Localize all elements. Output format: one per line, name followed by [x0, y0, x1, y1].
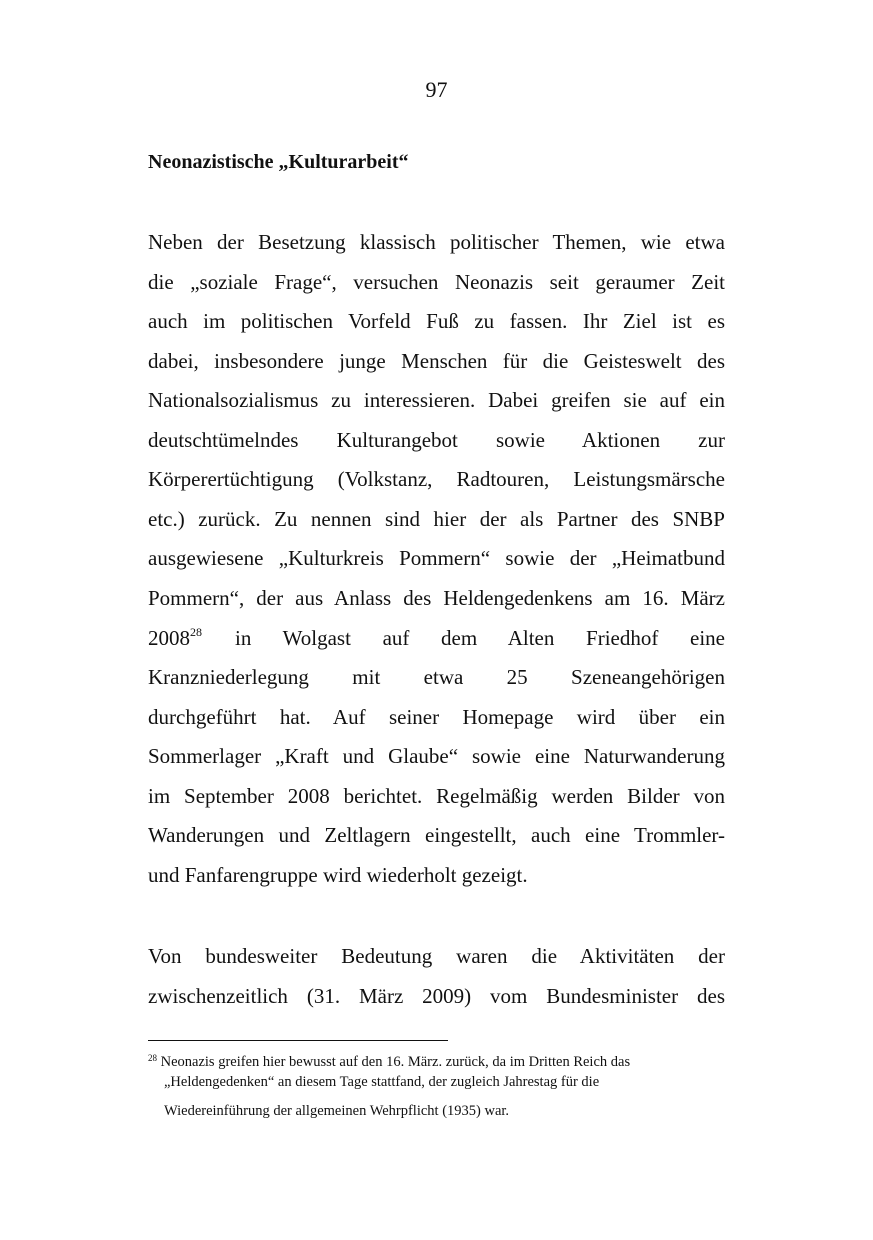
text-line: Körperertüchtigung (Volkstanz, Radtouren, Leistungsmärsche [148, 467, 725, 491]
footnote-line: Wiedereinführung der allgemeinen Wehrpflicht (1935) war. [164, 1103, 510, 1119]
text-line: Kranzniederlegung mit etwa 25 Szeneangehörigen [148, 665, 725, 689]
text-line: etc.) zurück. Zu nennen sind hier der als Partner des SNBP [148, 507, 725, 531]
section-heading: Neonazistische „Kulturarbeit“ [148, 151, 409, 173]
footnote-line [148, 1052, 630, 1072]
footnote-line: „Heldengedenken“ an diesem Tage stattfand, der zugleich Jahrestag für die [164, 1074, 600, 1090]
text-line: Sommerlager „Kraft und Glaube“ sowie eine Naturwanderung [148, 744, 725, 768]
text-line: zwischenzeitlich (31. März 2009) vom Bundesminister des [148, 984, 725, 1008]
page-number: 97 [425, 77, 448, 102]
text-line: durchgeführt hat. Auf seiner Homepage wird über ein [148, 705, 725, 729]
text-line: Nationalsozialismus zu interessieren. Dabei greifen sie auf ein [148, 388, 725, 412]
footnote-reference: 28 [190, 625, 202, 639]
text-line-rest: in Wolgast auf dem Alten Friedhof eine [235, 626, 725, 650]
footnote-number: 28 [148, 1053, 157, 1063]
text-line: Neben der Besetzung klassisch politischer Themen, wie etwa [148, 230, 725, 254]
year-with-footnote [148, 623, 202, 653]
footnote-separator [148, 1040, 448, 1041]
footnote-text: Neonazis greifen hier bewusst auf den 16. März. zurück, da im Dritten Reich das [160, 1054, 631, 1070]
year-text: 2008 [148, 626, 190, 650]
text-line: und Fanfarengruppe wird wiederholt gezeigt. [148, 863, 528, 887]
text-line: Von bundesweiter Bedeutung waren die Aktivitäten der [148, 944, 725, 968]
text-line: im September 2008 berichtet. Regelmäßig werden Bilder von [148, 784, 725, 808]
text-line-with-footnote [148, 623, 725, 653]
text-line: dabei, insbesondere junge Menschen für die Geisteswelt des [148, 349, 725, 373]
text-line: Pommern“, der aus Anlass des Heldengedenkens am 16. März [148, 586, 725, 610]
text-line: die „soziale Frage“, versuchen Neonazis seit geraumer Zeit [148, 270, 725, 294]
text-line: auch im politischen Vorfeld Fuß zu fassen. Ihr Ziel ist es [148, 309, 725, 333]
text-line: ausgewiesene „Kulturkreis Pommern“ sowie der „Heimatbund [148, 546, 725, 570]
text-line: Wanderungen und Zeltlagern eingestellt, auch eine Trommler- [148, 823, 725, 847]
text-line: deutschtümelndes Kulturangebot sowie Aktionen zur [148, 428, 725, 452]
